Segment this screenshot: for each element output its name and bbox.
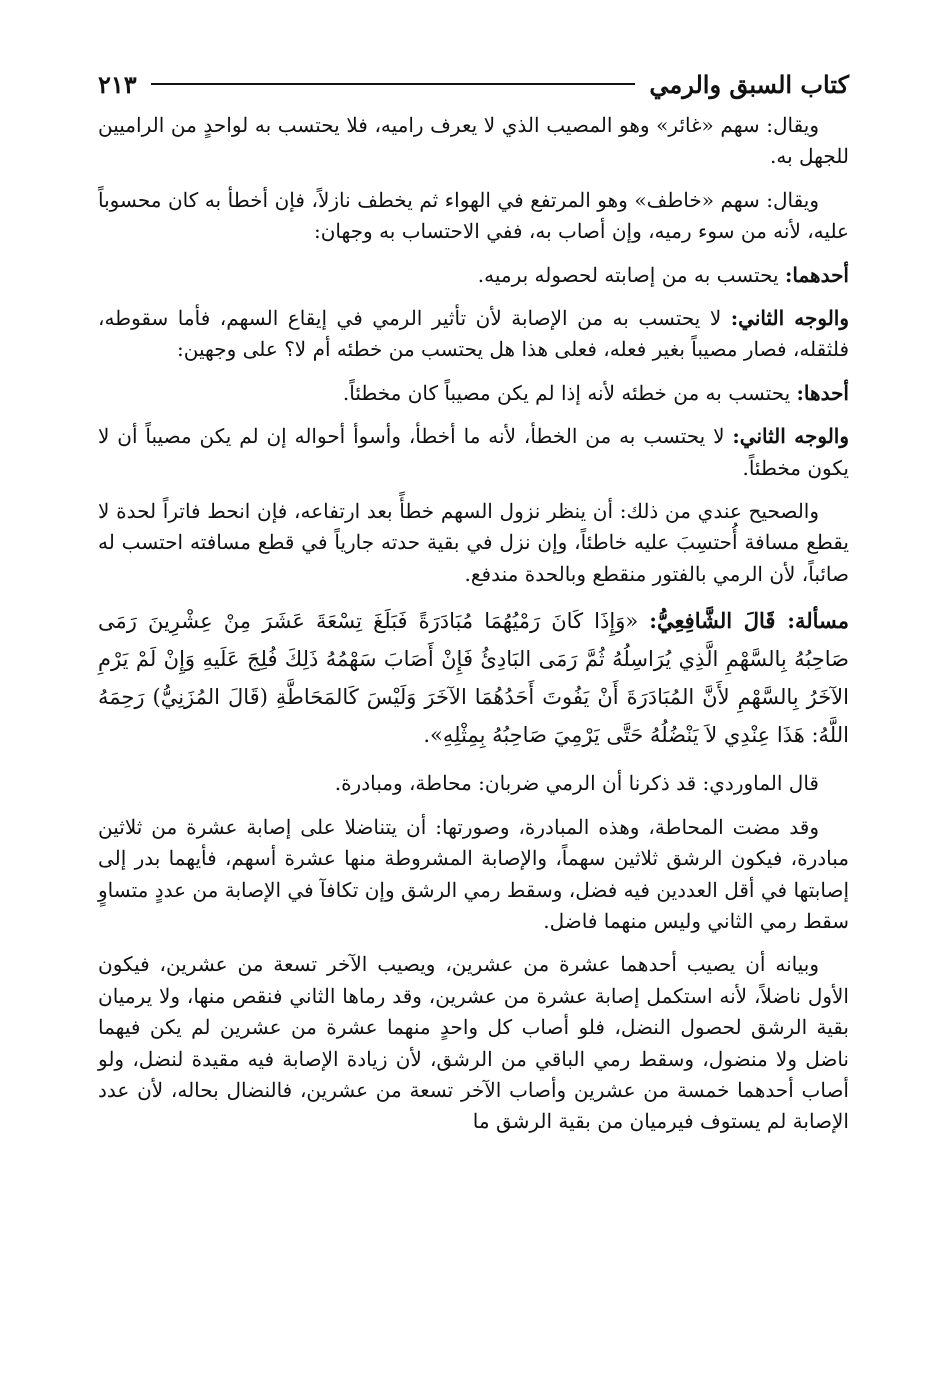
paragraph-text: ويقال: سهم «غائر» وهو المصيب الذي لا يعرف راميه، فلا يحتسب به لواحدٍ من الراميين للجهل به. (98, 113, 849, 169)
paragraph-text: والصحيح عندي من ذلك: أن ينظر نزول السهم خطأً بعد ارتفاعه، فإن انحط فاتراً لحدة لا يقطع مسافة أُحتسِبَ عليه خاطئاً، وإن نزل في بقية حدته جارياً في قطع مسافته احتسب له صائباً، لأن الرمي بالفتور منقطع وبالحدة مندفع. (98, 499, 849, 586)
paragraph (98, 378, 849, 409)
page-number: ٢١٣ (98, 69, 137, 99)
header-rule (151, 83, 636, 85)
paragraph (98, 110, 849, 173)
page-body (98, 110, 849, 1150)
paragraph-text: وقد مضت المحاطة، وهذه المبادرة، وصورتها: أن يتناضلا على إصابة عشرة من ثلاثين مبادرة، فيكون الرشق ثلاثين سهماً، والإصابة المشروطة منها عشرة أسهم، فأيهما بدر إلى إصابتها في أقل العددين فيه فضل، وسقط رمي الرشق وإن تكافآ في الإصابة من عددٍ متساوٍ سقط رمي الثاني وليس منهما فاضل. (98, 814, 849, 933)
paragraph-lead: والوجه الثاني: (730, 306, 850, 331)
paragraph-lead: والوجه الثاني: (732, 424, 849, 449)
paragraph-text: يحتسب به من خطئه لأنه إذا لم يكن مصيباً كان مخطئاً. (342, 380, 797, 405)
paragraph-text: قال الماوردي: قد ذكرنا أن الرمي ضربان: محاطة، ومبادرة. (334, 771, 819, 796)
paragraph-text: لا يحتسب به من الخطأ، لأنه ما أخطأ، وأسوأ أحواله إن لم يكن مصيباً أن لا يكون مخطئاً. (98, 424, 849, 480)
masala-paragraph (98, 602, 849, 754)
paragraph-text: وبيانه أن يصيب أحدهما عشرة من عشرين، ويصيب الآخر تسعة من عشرين، فيكون الأول ناضلاً، لأنه استكمل إصابة عشرة من عشرين، وقد رماها الثاني فنقص منها، ولا يرميان بقية الرشق لحصول النضل، فلو أصاب كل واحدٍ منهما عشرة من عشرين لم يكن فيهما ناضل ولا منضول، وسقط رمي الباقي من الرشق، لأن زيادة الإصابة فيه مقيدة لنضل، ولو أصاب أحدهما خمسة من عشرين وأصاب الآخر تسعة من عشرين، فالنضال بحاله، لأن عدد الإصابة لم يستوف فيرميان من بقية الرشق ما (98, 952, 849, 1134)
running-title: كتاب السبق والرمي (649, 69, 849, 99)
paragraph (98, 260, 849, 291)
paragraph-lead: أحدهما: (784, 262, 849, 287)
paragraph (98, 303, 849, 366)
page-header (98, 60, 849, 108)
paragraph (98, 949, 849, 1137)
masala-text: «وَإِذَا كَانَ رَمْيُهُمَا مُبَادَرَةً فَبَلَغَ تِسْعَةَ عَشَرَ مِنْ عِشْرِينَ رَمَى صَاحِبُهُ بِالسَّهْمِ الَّذِي يُرَاسِلُهُ ثُمَّ رَمَى البَادِئُ فَإِنْ أَصَابَ سَهْمُهُ ذَلِكَ فُلِجَ عَلَيهِ وَإِنْ لَمْ يَرْمِ الآخَرُ بِالسَّهْمِ لأَنَّ المُبَادَرَةَ أَنْ يَفُوتَ أَحَدُهُمَا الآخَرَ وَلَيْسَ كَالمَحَاطَّةِ (قَالَ المُزَنِيُّ) رَحِمَهُ اللَّهُ: هَذَا عِنْدِي لاَ يَنْضُلُهُ حَتَّى يَرْمِيَ صَاحِبُهُ بِمِثْلِهِ». (98, 609, 849, 748)
paragraph-text: يحتسب به من إصابته لحصوله برميه. (477, 262, 785, 287)
paragraph-text: لا يحتسب به من الإصابة لأن تأثير الرمي في إيقاع السهم، فأما سقوطه، فلثقله، فصار مصيباً بغير فعله، فعلى هذا هل يحتسب من خطئه أم لا؟ على وجهين: (98, 306, 849, 362)
masala-lead: مسألة: قَالَ الشَّافِعِيُّ: (649, 608, 849, 634)
paragraph (98, 421, 849, 484)
paragraph (98, 185, 849, 248)
paragraph-lead: أحدها: (796, 380, 849, 405)
paragraph (98, 812, 849, 938)
paragraph (98, 768, 849, 799)
paragraph (98, 496, 849, 590)
paragraph-text: ويقال: سهم «خاطف» وهو المرتفع في الهواء ثم يخطف نازلاً، فإن أخطأ به كان محسوباً عليه، لأنه من سوء رميه، وإن أصاب به، ففي الاحتساب به وجهان: (98, 187, 849, 244)
